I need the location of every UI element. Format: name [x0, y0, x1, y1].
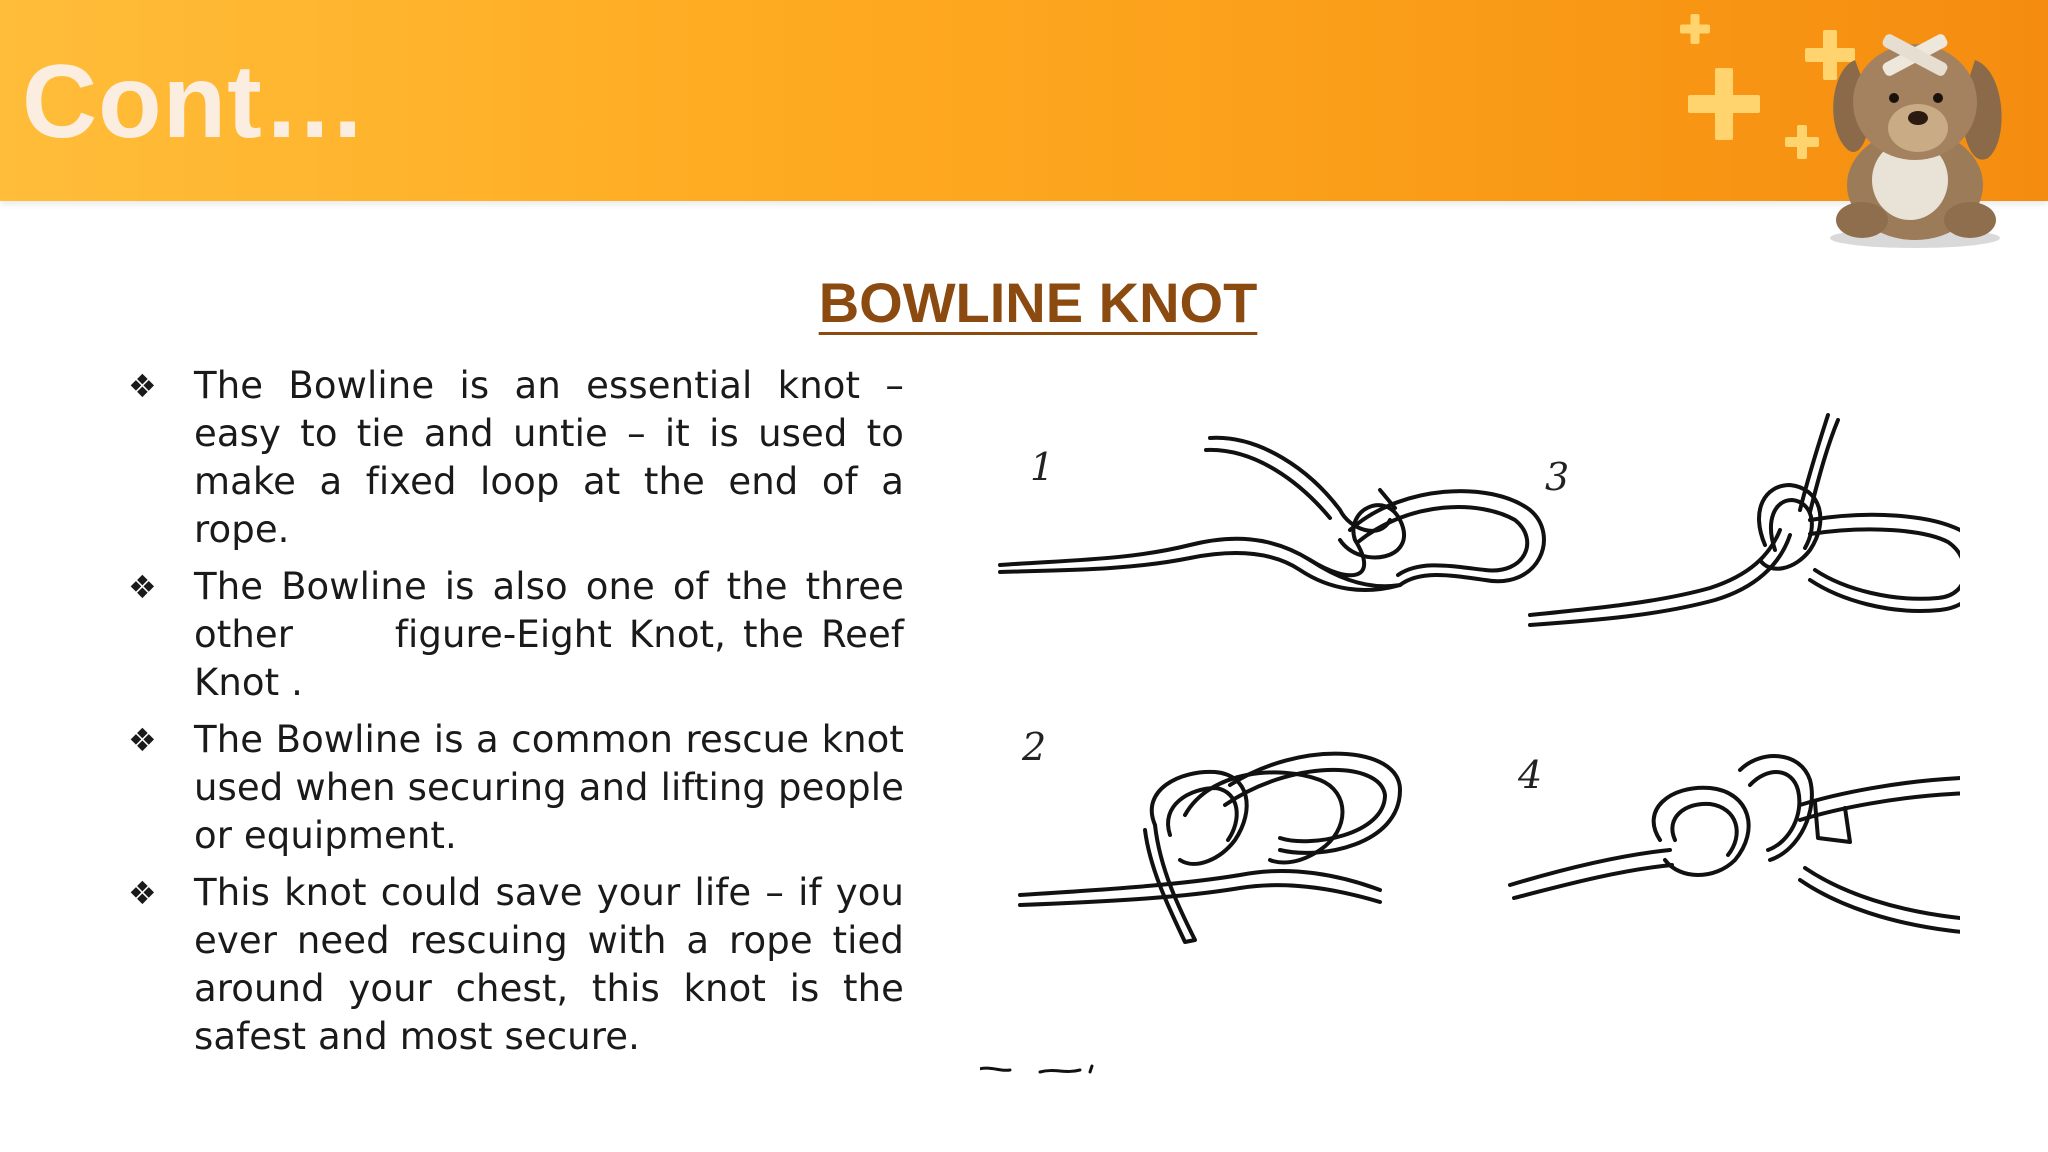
teddy-bear-mascot-icon — [1810, 20, 2020, 250]
diamond-four-bullet-icon: ❖ — [128, 721, 157, 759]
header-title: Cont… — [22, 44, 368, 160]
list-item — [128, 563, 916, 707]
knot-step-4-drawing — [1510, 756, 1960, 934]
list-item — [128, 869, 904, 1061]
plus-decoration-icon — [1680, 14, 1710, 44]
step-label: 1 — [1030, 445, 1055, 489]
header-banner — [0, 0, 2048, 201]
list-item — [128, 362, 904, 554]
bullet-list — [128, 362, 916, 1070]
step-label: 4 — [1518, 753, 1543, 797]
diamond-four-bullet-icon: ❖ — [128, 874, 157, 912]
bullet-text: The Bowline is an essential knot – easy to tie and untie – it is used to make a fixed loop at the end of a rope. — [194, 364, 904, 551]
diamond-four-bullet-icon: ❖ — [128, 568, 157, 606]
step-label: 2 — [1022, 725, 1047, 769]
knot-step-1-drawing — [1000, 438, 1544, 590]
bowline-knot-steps-diagram — [980, 410, 1960, 1090]
plus-decoration-icon — [1688, 68, 1760, 140]
list-item — [128, 716, 904, 860]
diamond-four-bullet-icon: ❖ — [128, 367, 157, 405]
bullet-text: The Bowline is a common rescue knot used when securing and lifting people or equipment. — [194, 718, 904, 857]
bullet-text: The Bowline is also one of the three other figure-Eight Knot, the Reef Knot . — [194, 565, 916, 704]
knot-step-2-drawing — [1020, 754, 1400, 942]
bullet-text: This knot could save your life – if you ever need rescuing with a rope tied around your chest, this knot is the safest and most secure. — [194, 871, 904, 1058]
slide-title: BOWLINE KNOT — [818, 271, 1258, 334]
step-label: 3 — [1545, 455, 1570, 499]
knot-step-3-drawing — [1530, 415, 1960, 625]
